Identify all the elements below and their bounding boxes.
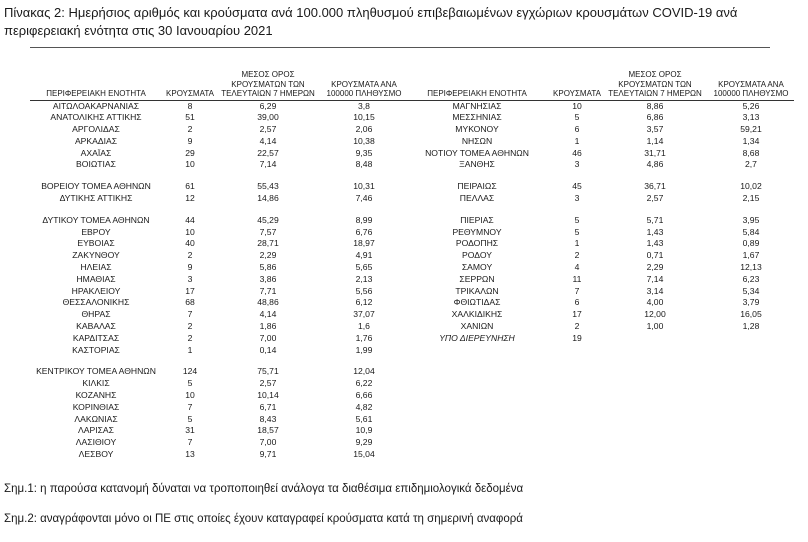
cell-7day-average: 36,71	[644, 181, 666, 192]
cell-per-100k: 5,84	[742, 226, 760, 237]
cell-cases: 5	[574, 112, 580, 123]
table-row	[402, 227, 794, 239]
cell-per-100k: 1,28	[742, 321, 760, 332]
header-cases: ΚΡΟΥΣΜΑΤΑ	[162, 70, 218, 100]
table-row	[30, 181, 410, 193]
cell-region: ΑΝΑΤΟΛΙΚΗΣ ΑΤΤΙΚΗΣ	[50, 112, 142, 123]
cell-region: ΜΥΚΟΝΟΥ	[455, 124, 499, 135]
cell-per-100k: 6,12	[355, 297, 373, 308]
cell-cases: 51	[185, 112, 195, 123]
table-row	[30, 390, 410, 402]
cell-per-100k: 6,76	[355, 226, 373, 237]
table-row	[402, 136, 794, 148]
cell-region: ΠΕΛΛΑΣ	[459, 193, 495, 204]
cell-cases: 10	[185, 226, 195, 237]
header-per-100k: ΚΡΟΥΣΜΑΤΑ ΑΝΑ 100000 ΠΛΗΘΥΣΜΟ	[708, 70, 794, 100]
cell-cases: 17	[185, 285, 195, 296]
cell-per-100k: 1,99	[355, 344, 373, 355]
cell-per-100k: 12,13	[740, 262, 762, 273]
cell-7day-average: 2,57	[646, 193, 664, 204]
table-row	[402, 215, 794, 227]
cell-region: ΡΟΔΟΠΗΣ	[455, 238, 499, 249]
table-row	[30, 148, 410, 160]
cases-table-right	[402, 70, 794, 345]
cell-region: ΡΕΘΥΜΝΟΥ	[452, 226, 502, 237]
cell-per-100k: 10,02	[740, 181, 762, 192]
cell-region: ΚΑΒΑΛΑΣ	[76, 321, 116, 332]
cell-7day-average: 45,29	[257, 214, 279, 225]
spacer-cell	[30, 171, 410, 181]
cell-cases: 2	[187, 321, 193, 332]
cell-cases: 124	[182, 366, 198, 377]
cell-per-100k: 2,13	[355, 273, 373, 284]
cell-per-100k: 10,31	[353, 181, 375, 192]
cell-per-100k: 8,99	[355, 214, 373, 225]
cell-cases: 17	[572, 309, 582, 320]
table-row	[30, 112, 410, 124]
cell-per-100k: 4,82	[355, 401, 373, 412]
cell-cases: 6	[574, 124, 580, 135]
cell-per-100k: 5,34	[742, 285, 760, 296]
spacer-row	[30, 205, 410, 215]
footnote-2: Σημ.2: αναγράφονται μόνο οι ΠΕ στις οποίες έχουν καταγραφεί κρούσματα κατά τη σημερινή αναφορά	[4, 513, 523, 525]
cell-per-100k: 5,61	[355, 413, 373, 424]
cell-cases: 5	[574, 226, 580, 237]
table-row	[402, 159, 794, 171]
table-row	[402, 148, 794, 160]
cell-per-100k	[708, 333, 794, 345]
table-row	[30, 414, 410, 426]
cell-7day-average: 22,57	[257, 147, 279, 158]
cell-7day-average: 0,14	[259, 344, 277, 355]
cell-region: ΖΑΚΥΝΘΟΥ	[72, 250, 120, 261]
table-row	[402, 193, 794, 205]
cell-region: ΣΑΜΟΥ	[461, 262, 493, 273]
spacer-cell	[30, 356, 410, 366]
cell-7day-average: 12,00	[644, 309, 666, 320]
cell-region: ΑΡΓΟΛΙΔΑΣ	[72, 124, 120, 135]
cell-7day-average: 1,43	[646, 238, 664, 249]
spacer-row	[402, 171, 794, 181]
cell-cases: 5	[187, 378, 193, 389]
cell-cases: 3	[574, 193, 580, 204]
cell-7day-average: 7,00	[259, 437, 277, 448]
cell-7day-average: 7,00	[259, 332, 277, 343]
cell-per-100k: 6,23	[742, 273, 760, 284]
cell-7day-average: 9,71	[259, 449, 277, 460]
cell-region: ΚΕΝΤΡΙΚΟΥ ΤΟΜΕΑ ΑΘΗΝΩΝ	[36, 366, 156, 377]
table-row	[30, 309, 410, 321]
cell-per-100k: 1,34	[742, 135, 760, 146]
cell-per-100k: 8,68	[742, 147, 760, 158]
table-row	[402, 124, 794, 136]
table-row	[30, 124, 410, 136]
table-row	[30, 402, 410, 414]
cell-cases: 4	[574, 262, 580, 273]
cell-region: ΒΟΙΩΤΙΑΣ	[76, 159, 116, 170]
cell-per-100k: 10,9	[355, 425, 373, 436]
cell-region: ΚΙΛΚΙΣ	[82, 378, 110, 389]
table-row	[402, 181, 794, 193]
cell-cases: 45	[572, 181, 582, 192]
cell-7day-average: 1,43	[646, 226, 664, 237]
table-row	[30, 227, 410, 239]
cell-per-100k: 3,13	[742, 112, 760, 123]
cell-7day-average: 14,86	[257, 193, 279, 204]
cell-region: ΦΘΙΩΤΙΔΑΣ	[453, 297, 501, 308]
cell-per-100k: 1,67	[742, 250, 760, 261]
cell-per-100k: 16,05	[740, 309, 762, 320]
cell-per-100k: 2,06	[355, 124, 373, 135]
cell-7day-average: 6,86	[646, 112, 664, 123]
cell-7day-average: 55,43	[257, 181, 279, 192]
cell-7day-average: 18,57	[257, 425, 279, 436]
table-row	[30, 100, 410, 112]
cell-7day-average: 3,57	[646, 124, 664, 135]
spacer-row	[402, 205, 794, 215]
cell-per-100k: 37,07	[353, 309, 375, 320]
cell-7day-average: 10,14	[257, 390, 279, 401]
cell-cases: 9	[187, 135, 193, 146]
cell-7day-average: 5,71	[646, 214, 664, 225]
cell-7day-average: 4,14	[259, 309, 277, 320]
cell-region: ΚΟΖΑΝΗΣ	[75, 390, 117, 401]
table-row	[402, 321, 794, 333]
cell-cases: 3	[574, 159, 580, 170]
spacer-cell	[402, 171, 794, 181]
cell-cases: 29	[185, 147, 195, 158]
cell-region: ΗΡΑΚΛΕΙΟΥ	[71, 285, 121, 296]
cell-cases: 13	[185, 449, 195, 460]
table-row	[30, 274, 410, 286]
table-row	[30, 136, 410, 148]
cell-per-100k: 10,15	[353, 112, 375, 123]
header-per-100k: ΚΡΟΥΣΜΑΤΑ ΑΝΑ 100000 ΠΛΗΘΥΣΜΟ	[318, 70, 410, 100]
cell-per-100k: 18,97	[353, 238, 375, 249]
cell-region: ΡΟΔΟΥ	[462, 250, 492, 261]
cell-7day-average: 4,14	[259, 135, 277, 146]
cell-per-100k: 6,22	[355, 378, 373, 389]
cell-7day-average: 39,00	[257, 112, 279, 123]
cell-7day-average: 7,57	[259, 226, 277, 237]
table-row	[402, 297, 794, 309]
spacer-row	[30, 171, 410, 181]
cell-cases: 7	[187, 401, 193, 412]
cell-per-100k: 8,48	[355, 159, 373, 170]
cell-7day-average: 0,71	[646, 250, 664, 261]
cell-7day-average: 28,71	[257, 238, 279, 249]
cell-region: ΞΑΝΘΗΣ	[459, 159, 495, 170]
table-row	[30, 238, 410, 250]
cell-region: ΜΕΣΣΗΝΙΑΣ	[452, 112, 502, 123]
cell-7day-average: 1,14	[646, 135, 664, 146]
header-cases: ΚΡΟΥΣΜΑΤΑ	[552, 70, 602, 100]
table-row	[30, 250, 410, 262]
cell-region: ΕΥΒΟΙΑΣ	[77, 238, 115, 249]
header-7day-average: ΜΕΣΟΣ ΟΡΟΣ ΚΡΟΥΣΜΑΤΩΝ ΤΩΝ ΤΕΛΕΥΤΑΙΩΝ 7 ΗΜΕΡΩΝ	[218, 70, 318, 100]
cell-per-100k: 1,76	[355, 332, 373, 343]
table-row	[30, 159, 410, 171]
cell-cases: 6	[574, 297, 580, 308]
cell-region: ΠΙΕΡΙΑΣ	[460, 214, 494, 225]
table-row	[30, 333, 410, 345]
cell-7day-average: 4,00	[646, 297, 664, 308]
cell-7day-average: 5,86	[259, 262, 277, 273]
cell-region: ΥΠΟ ΔΙΕΡΕΥΝΗΣΗ	[439, 332, 515, 343]
cell-cases: 10	[572, 100, 582, 111]
table-row	[402, 238, 794, 250]
cell-region: ΘΗΡΑΣ	[81, 309, 111, 320]
cell-per-100k: 2,15	[742, 193, 760, 204]
cell-per-100k: 10,38	[353, 135, 375, 146]
cell-per-100k: 5,56	[355, 285, 373, 296]
cell-region: ΝΗΣΩΝ	[461, 135, 493, 146]
cell-7day-average: 1,86	[259, 321, 277, 332]
cell-region: ΕΒΡΟΥ	[81, 226, 111, 237]
cell-region: ΚΑΣΤΟΡΙΑΣ	[72, 344, 120, 355]
spacer-cell	[30, 205, 410, 215]
table-row	[402, 309, 794, 321]
table-row	[30, 345, 410, 357]
cell-region: ΔΥΤΙΚΟΥ ΤΟΜΕΑ ΑΘΗΝΩΝ	[42, 214, 150, 225]
header-7day-average: ΜΕΣΟΣ ΟΡΟΣ ΚΡΟΥΣΜΑΤΩΝ ΤΩΝ ΤΕΛΕΥΤΑΙΩΝ 7 ΗΜΕΡΩΝ	[602, 70, 708, 100]
cell-cases: 11	[572, 273, 582, 284]
table-row	[30, 425, 410, 437]
cell-region: ΤΡΙΚΑΛΩΝ	[455, 285, 499, 296]
cell-cases: 9	[187, 262, 193, 273]
table-row	[402, 274, 794, 286]
cell-cases: 7	[187, 437, 193, 448]
divider	[30, 47, 770, 48]
cell-cases: 10	[185, 159, 195, 170]
cell-cases: 8	[187, 100, 193, 111]
cases-table-left	[30, 70, 410, 461]
cell-cases: 1	[574, 135, 580, 146]
cell-cases: 68	[185, 297, 195, 308]
cell-region: ΘΕΣΣΑΛΟΝΙΚΗΣ	[62, 297, 130, 308]
cell-per-100k: 5,65	[355, 262, 373, 273]
cell-region: ΗΜΑΘΙΑΣ	[76, 273, 116, 284]
cell-region: ΣΕΡΡΩΝ	[459, 273, 495, 284]
table-row	[30, 297, 410, 309]
footnote-1: Σημ.1: η παρούσα κατανομή δύναται να τροποποιηθεί ανάλογα τα διαθέσιμα επιδημιολογικά δεδομένα	[4, 483, 524, 495]
cell-7day-average: 48,86	[257, 297, 279, 308]
cell-cases: 7	[574, 285, 580, 296]
spacer-row	[30, 356, 410, 366]
cell-7day-average: 2,57	[259, 124, 277, 135]
cell-region: ΛΕΣΒΟΥ	[78, 449, 114, 460]
cell-7day-average: 2,29	[259, 250, 277, 261]
cell-per-100k: 3,95	[742, 214, 760, 225]
cell-7day-average: 7,71	[259, 285, 277, 296]
cell-region: ΔΥΤΙΚΗΣ ΑΤΤΙΚΗΣ	[59, 193, 133, 204]
cell-per-100k: 2,7	[745, 159, 757, 170]
cell-region: ΜΑΓΝΗΣΙΑΣ	[452, 100, 502, 111]
cell-region: ΚΑΡΔΙΤΣΑΣ	[72, 332, 120, 343]
cell-7day-average: 3,14	[646, 285, 664, 296]
cell-per-100k: 12,04	[353, 366, 375, 377]
header-region: ΠΕΡΙΦΕΡΕΙΑΚΗ ΕΝΟΤΗΤΑ	[402, 70, 552, 100]
cell-region: ΛΑΡΙΣΑΣ	[78, 425, 114, 436]
table-row	[30, 378, 410, 390]
table-row	[30, 449, 410, 461]
cell-cases: 31	[185, 425, 195, 436]
cell-per-100k: 3,8	[358, 100, 370, 111]
cell-cases: 12	[185, 193, 195, 204]
cell-cases: 1	[574, 238, 580, 249]
cell-7day-average: 31,71	[644, 147, 666, 158]
cell-cases: 7	[187, 309, 193, 320]
table-row	[402, 250, 794, 262]
cell-7day-average: 6,71	[259, 401, 277, 412]
cell-region: ΚΟΡΙΝΘΙΑΣ	[72, 401, 120, 412]
cell-region: ΗΛΕΙΑΣ	[80, 262, 112, 273]
cell-region: ΧΑΛΚΙΔΙΚΗΣ	[451, 309, 503, 320]
cell-region: ΛΑΣΙΘΙΟΥ	[75, 437, 117, 448]
cell-per-100k: 59,21	[740, 124, 762, 135]
cell-per-100k: 6,66	[355, 390, 373, 401]
cell-cases: 5	[187, 413, 193, 424]
cell-region: ΧΑΝΙΩΝ	[460, 321, 494, 332]
cell-7day-average: 75,71	[257, 366, 279, 377]
cell-7day-average: 8,43	[259, 413, 277, 424]
cell-per-100k: 7,46	[355, 193, 373, 204]
cell-cases: 1	[187, 344, 193, 355]
table-row	[402, 262, 794, 274]
cell-per-100k: 9,29	[355, 437, 373, 448]
cell-7day-average: 8,86	[646, 100, 664, 111]
cell-cases: 2	[187, 124, 193, 135]
cell-7day-average: 2,57	[259, 378, 277, 389]
cell-cases: 44	[185, 214, 195, 225]
cell-cases: 2	[187, 250, 193, 261]
table-row	[402, 286, 794, 298]
cell-per-100k: 9,35	[355, 147, 373, 158]
cell-7day-average: 1,00	[646, 321, 664, 332]
cell-region: ΑΧΑΪΑΣ	[80, 147, 112, 158]
cell-region: ΑΡΚΑΔΙΑΣ	[74, 135, 118, 146]
table-row	[30, 366, 410, 378]
cell-cases: 2	[574, 250, 580, 261]
table-row	[402, 112, 794, 124]
cell-cases: 19	[572, 332, 582, 343]
table-row	[30, 437, 410, 449]
cell-7day-average: 7,14	[259, 159, 277, 170]
table-row	[30, 193, 410, 205]
cell-7day-average: 4,86	[646, 159, 664, 170]
cell-cases: 5	[574, 214, 580, 225]
cell-cases: 3	[187, 273, 193, 284]
table-row	[30, 321, 410, 333]
cell-per-100k: 5,26	[742, 100, 760, 111]
cell-7day-average: 2,29	[646, 262, 664, 273]
cell-region: ΒΟΡΕΙΟΥ ΤΟΜΕΑ ΑΘΗΝΩΝ	[41, 181, 151, 192]
cell-region: ΝΟΤΙΟΥ ΤΟΜΕΑ ΑΘΗΝΩΝ	[425, 147, 529, 158]
cell-cases: 2	[574, 321, 580, 332]
table-row	[402, 333, 794, 345]
cell-cases: 46	[572, 147, 582, 158]
cell-7day-average	[602, 333, 708, 345]
cell-per-100k: 4,91	[355, 250, 373, 261]
spacer-cell	[402, 205, 794, 215]
cell-7day-average: 6,29	[259, 100, 277, 111]
header-region: ΠΕΡΙΦΕΡΕΙΑΚΗ ΕΝΟΤΗΤΑ	[30, 70, 162, 100]
table-row	[402, 100, 794, 112]
cell-7day-average: 3,86	[259, 273, 277, 284]
cell-cases: 61	[185, 181, 195, 192]
table-caption: Πίνακας 2: Ημερήσιος αριθμός και κρούσματα ανά 100.000 πληθυσμού επιβεβαιωμένων εγχώριων κρουσμάτων COVID-19 ανά περιφερειακή ενότητα στις 30 Ιανουαρίου 2021	[4, 5, 738, 38]
cell-region: ΠΕΙΡΑΙΩΣ	[457, 181, 497, 192]
cell-per-100k: 15,04	[353, 449, 375, 460]
cell-per-100k: 1,6	[358, 321, 370, 332]
cell-cases: 2	[187, 332, 193, 343]
cell-per-100k: 0,89	[742, 238, 760, 249]
table-row	[30, 286, 410, 298]
table-row	[30, 262, 410, 274]
cell-region: ΑΙΤΩΛΟΑΚΑΡΝΑΝΙΑΣ	[52, 100, 140, 111]
cell-7day-average: 7,14	[646, 273, 664, 284]
cell-cases: 10	[185, 390, 195, 401]
cell-cases: 40	[185, 238, 195, 249]
cell-region: ΛΑΚΩΝΙΑΣ	[74, 413, 118, 424]
cell-per-100k: 3,79	[742, 297, 760, 308]
table-row	[30, 215, 410, 227]
